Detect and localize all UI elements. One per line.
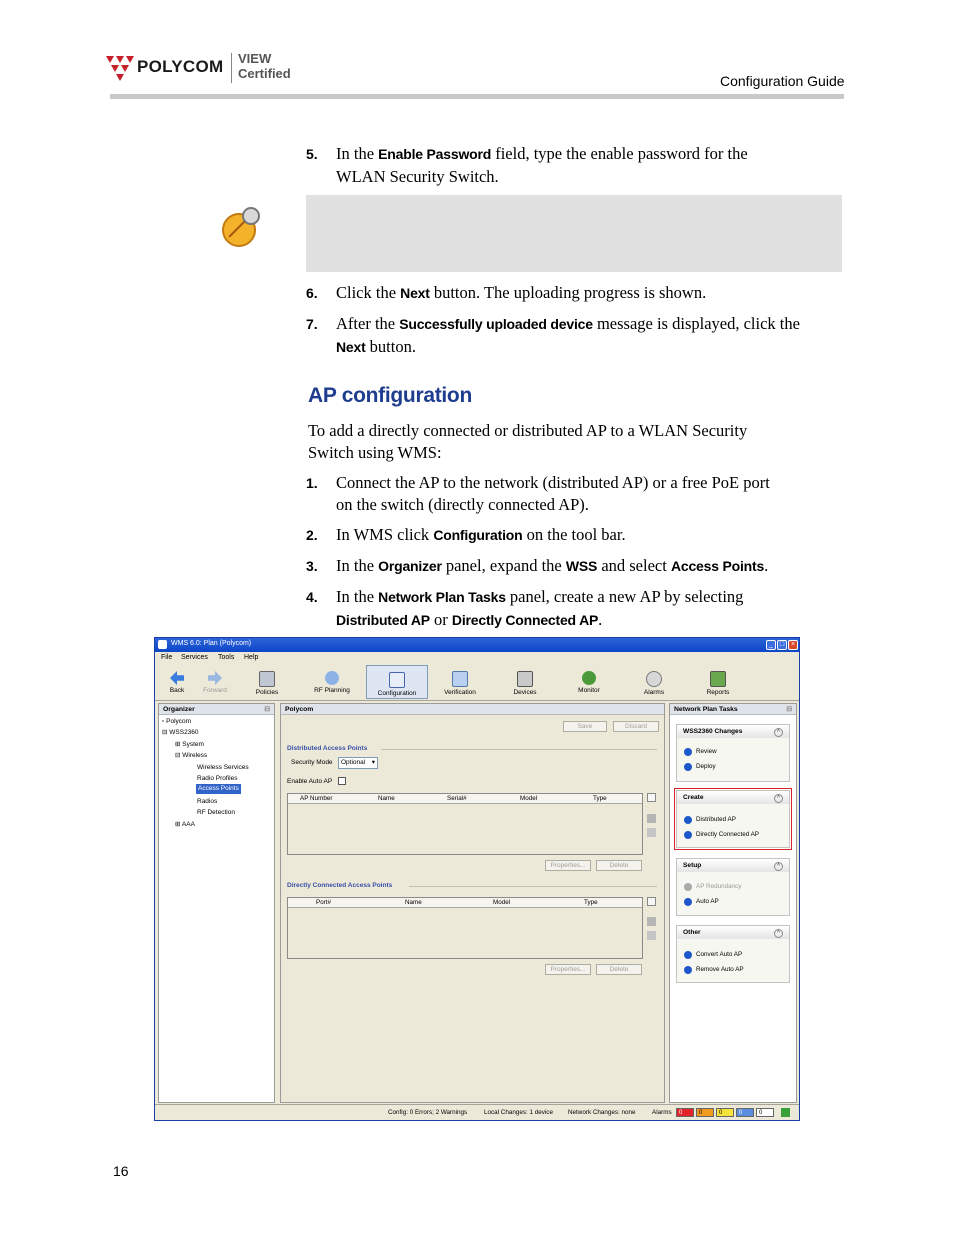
column-header[interactable]: Type [584, 899, 598, 906]
tool-label: Forward [203, 687, 227, 694]
arrow-circle-icon [684, 816, 692, 824]
reports-icon [710, 671, 726, 687]
step-number: 3. [306, 558, 318, 574]
task-group-header[interactable] [677, 859, 789, 872]
text: In the [336, 556, 379, 575]
delete-button[interactable]: Delete [596, 964, 642, 975]
group-rule [409, 886, 657, 887]
text: Switch using WMS: [308, 442, 442, 462]
ui-term: Next [400, 285, 430, 301]
tasks-header [670, 704, 796, 715]
connection-icon [781, 1108, 790, 1117]
tree-label: Radio Profiles [197, 775, 238, 782]
text: panel, create a new AP by selecting [505, 587, 744, 606]
toolbar-configuration[interactable] [366, 665, 428, 699]
column-header[interactable]: Model [493, 899, 511, 906]
status-alarms-label: Alarms [652, 1109, 672, 1116]
arrow-circle-icon [684, 831, 692, 839]
step-number: 4. [306, 589, 318, 605]
tasks-panel [669, 703, 797, 1103]
menu-services[interactable]: Services [181, 654, 208, 661]
tree-radio-profiles[interactable] [197, 773, 237, 784]
text: To add a directly connected or distributed AP to a WLAN Security [308, 421, 748, 440]
direct-group-title: Directly Connected Access Points [287, 882, 393, 889]
enable-auto-ap-checkbox[interactable] [338, 777, 346, 785]
tool-label: Alarms [643, 689, 665, 696]
step-number: 2. [306, 527, 318, 543]
table-header [288, 794, 642, 804]
verification-icon [452, 671, 468, 687]
security-mode-label: Security Mode [291, 759, 333, 766]
paste-icon[interactable] [647, 931, 656, 940]
task-group-other [676, 925, 790, 983]
arrow-circle-icon [684, 883, 692, 891]
task-group-changes [676, 724, 790, 782]
select-value: Optional [341, 759, 366, 766]
tree-access-points[interactable] [196, 784, 241, 794]
tree-label: System [182, 741, 204, 748]
task-distributed-ap[interactable] [677, 812, 789, 827]
delete-button[interactable]: Delete [596, 860, 642, 871]
step-1-text [336, 472, 851, 515]
forward-arrow-icon [208, 671, 222, 685]
toolbar-reports[interactable] [689, 665, 747, 699]
tool-label: Monitor [578, 687, 600, 694]
organizer-panel [158, 703, 275, 1103]
menu-help[interactable]: Help [244, 654, 259, 661]
logo-certified: Certified [238, 66, 291, 81]
text: WLAN Security Switch. [336, 166, 499, 186]
tree-wireless[interactable]: ⊟ Wireless [175, 752, 208, 759]
distributed-group-title: Distributed Access Points [287, 745, 368, 752]
step-1 [306, 472, 318, 495]
step-number: 1. [306, 475, 318, 491]
collapse-icon[interactable]: ^ [774, 794, 783, 803]
collapse-icon[interactable]: ^ [774, 862, 783, 871]
window-title: WMS 6.0: Plan (Polycom) [171, 640, 252, 647]
toolbar-rf-planning[interactable] [303, 665, 361, 699]
step-3 [306, 555, 318, 578]
text: Click the [336, 283, 401, 302]
alarms-icon [646, 671, 662, 687]
text: . [764, 556, 769, 575]
text: message is displayed, click the [592, 314, 800, 333]
menubar [155, 652, 799, 664]
logo-divider [231, 53, 232, 83]
column-header[interactable]: Port# [316, 899, 332, 906]
polycom-logo-icon [104, 50, 136, 86]
tool-label: Devices [513, 689, 537, 696]
ui-term: WSS [565, 558, 598, 574]
properties-button[interactable]: Properties... [545, 964, 591, 975]
step-5 [306, 143, 318, 166]
group-title: Create [683, 794, 704, 801]
task-review[interactable] [677, 744, 789, 759]
ui-term: Distributed AP [336, 611, 430, 628]
tree-label: Wireless Services [197, 764, 249, 771]
page-number: 16 [113, 1163, 129, 1179]
copy-icon[interactable] [647, 814, 656, 823]
task-group-setup [676, 858, 790, 916]
ui-term: Directly Connected AP [451, 611, 599, 628]
task-label: Distributed AP [696, 816, 736, 823]
center-panel [280, 703, 665, 1103]
monitor-icon [582, 671, 596, 685]
tree-label: WSS2360 [169, 729, 199, 736]
pin-icon[interactable]: ⊟ [786, 706, 792, 713]
tree-system[interactable]: ⊞ System [175, 741, 204, 748]
logo-view: VIEW [238, 51, 272, 66]
maximize-icon[interactable]: □ [777, 640, 787, 650]
table-header [288, 898, 642, 908]
panel-title: Polycom [285, 706, 314, 713]
direct-ap-table [287, 897, 643, 959]
configuration-icon [389, 672, 405, 688]
ui-term: Network Plan Tasks [378, 589, 506, 605]
status-config: Config: 0 Errors; 2 Warnings [388, 1109, 468, 1116]
arrow-circle-icon [684, 966, 692, 974]
task-group-header[interactable] [677, 926, 789, 939]
policies-icon [259, 671, 275, 687]
center-header [281, 704, 664, 715]
step-6 [306, 282, 318, 305]
task-group-header[interactable] [677, 725, 789, 738]
distributed-ap-table [287, 793, 643, 855]
tool-label: Reports [706, 689, 730, 696]
text: button. [365, 336, 416, 356]
tool-label: Configuration [377, 690, 417, 697]
step-3-text [336, 555, 851, 578]
task-auto-ap[interactable] [677, 894, 789, 909]
task-label: Deploy [696, 763, 716, 770]
ui-term: Next [336, 338, 366, 355]
task-ap-redundancy[interactable] [677, 879, 789, 894]
paste-icon[interactable] [647, 828, 656, 837]
copy-icon[interactable] [647, 917, 656, 926]
toolbar-forward[interactable] [186, 665, 244, 699]
column-header[interactable]: Serial# [447, 795, 467, 802]
step-4-text [336, 586, 851, 631]
app-icon [158, 640, 167, 649]
group-title: Other [683, 929, 701, 936]
section-title: AP configuration [308, 384, 472, 407]
text: button. The uploading progress is shown. [429, 283, 707, 302]
rf-planning-icon [325, 671, 339, 685]
step-2-text [336, 524, 851, 547]
task-deploy[interactable] [677, 759, 789, 774]
organizer-header [159, 704, 274, 715]
menu-tools[interactable]: Tools [218, 654, 235, 661]
tool-label: Policies [255, 689, 279, 696]
tree-wss2360[interactable]: ⊟ WSS2360 [162, 729, 199, 736]
alarm-major[interactable]: 0 [696, 1108, 714, 1117]
task-label: Convert Auto AP [696, 951, 743, 958]
pushpin-note-icon [219, 203, 265, 249]
chevron-down-icon: ▾ [371, 759, 375, 766]
step-number: 6. [306, 285, 318, 301]
step-4 [306, 586, 318, 609]
text: panel, expand the [441, 556, 566, 575]
tree-label: Wireless [182, 752, 208, 759]
toolbar [155, 664, 799, 701]
status-bar [155, 1104, 799, 1121]
column-header[interactable]: Type [593, 795, 607, 802]
panel-title: Network Plan Tasks [674, 706, 738, 713]
tree-aaa[interactable]: ⊞ AAA [175, 821, 195, 828]
tool-label: RF Planning [314, 687, 350, 694]
text: on the tool bar. [522, 525, 626, 544]
task-convert-auto-ap[interactable] [677, 947, 789, 962]
wms-screenshot [154, 637, 800, 1121]
step-6-text [336, 282, 846, 305]
step-5-text [336, 143, 846, 187]
tree-label: Radios [197, 798, 218, 805]
alarm-critical[interactable]: 0 [676, 1108, 694, 1117]
alarm-info[interactable]: 0 [736, 1108, 754, 1117]
column-header[interactable]: AP Number [300, 795, 333, 802]
task-remove-auto-ap[interactable] [677, 962, 789, 977]
add-row-icon[interactable] [647, 793, 656, 802]
note-box [306, 195, 842, 272]
devices-icon [517, 671, 533, 687]
task-label: Remove Auto AP [696, 966, 744, 973]
step-7 [306, 313, 318, 336]
text: After the [336, 314, 400, 333]
text: and select [597, 556, 671, 575]
arrow-circle-icon [684, 951, 692, 959]
section-intro [308, 420, 848, 463]
arrow-circle-icon [684, 748, 692, 756]
task-label: AP Redundancy [696, 883, 742, 890]
ui-term: Access Points [670, 558, 765, 574]
ui-term: Organizer [378, 558, 442, 574]
discard-button[interactable]: Discard [613, 721, 659, 732]
security-mode-select[interactable] [338, 757, 378, 769]
minimize-icon[interactable]: _ [766, 640, 776, 650]
logo-wordmark: POLYCOM [137, 57, 224, 76]
task-label: Review [696, 748, 717, 755]
text: field, type the enable password for the [491, 144, 748, 163]
properties-button[interactable]: Properties... [545, 860, 591, 871]
tree-label: Access Points [198, 785, 239, 792]
collapse-icon[interactable]: ^ [774, 929, 783, 938]
ui-term: Configuration [433, 527, 523, 543]
toolbar-alarms[interactable] [625, 665, 683, 699]
status-local-changes: Local Changes: 1 device [484, 1109, 553, 1116]
column-header[interactable]: Name [378, 795, 395, 802]
text: Connect the AP to the network (distributed AP) or a free PoE port [336, 473, 770, 492]
close-icon[interactable]: × [788, 640, 798, 650]
task-label: Directly Connected AP [696, 831, 759, 838]
text: In WMS click [336, 525, 434, 544]
text: In the [336, 144, 379, 163]
task-group-header[interactable] [677, 791, 789, 804]
tree-label: RF Detection [197, 809, 235, 816]
header-rule [110, 94, 844, 99]
guide-title: Configuration Guide [720, 73, 845, 89]
tree-rf-detection[interactable] [197, 807, 235, 818]
tree-radios[interactable] [197, 796, 217, 807]
back-arrow-icon [170, 671, 184, 685]
text: on the switch (directly connected AP). [336, 494, 589, 514]
text: In the [336, 587, 379, 606]
step-7-text [336, 313, 851, 358]
pin-icon[interactable]: ⊟ [264, 706, 270, 713]
alarm-other[interactable]: 0 [756, 1108, 774, 1117]
window-titlebar [155, 638, 799, 652]
tree-wireless-services[interactable] [197, 762, 249, 773]
step-number: 5. [306, 146, 318, 162]
step-number: 7. [306, 316, 318, 332]
column-header[interactable]: Model [520, 795, 538, 802]
ui-term: Enable Password [378, 146, 492, 162]
text: or [429, 609, 452, 629]
task-label: Auto AP [696, 898, 719, 905]
add-row-icon[interactable] [647, 897, 656, 906]
task-directly-connected-ap[interactable] [677, 827, 789, 842]
save-button[interactable]: Save [563, 721, 607, 732]
arrow-circle-icon [684, 763, 692, 771]
column-header[interactable]: Name [405, 899, 422, 906]
tree-label: AAA [181, 821, 195, 828]
task-group-create [676, 790, 790, 848]
tool-label: Verification [444, 689, 476, 696]
group-title: Setup [683, 862, 702, 869]
arrow-circle-icon [684, 898, 692, 906]
ui-term: Successfully uploaded device [399, 316, 593, 332]
tree-polycom[interactable]: ▫ Polycom [162, 718, 192, 725]
toolbar-devices[interactable] [496, 665, 554, 699]
tool-label: Back [169, 687, 185, 694]
toolbar-verification[interactable] [431, 665, 489, 699]
menu-file[interactable]: File [161, 654, 173, 661]
group-rule [381, 749, 657, 750]
toolbar-policies[interactable] [238, 665, 296, 699]
enable-auto-ap-label: Enable Auto AP [287, 778, 333, 785]
group-title: WSS2360 Changes [683, 728, 743, 735]
collapse-icon[interactable]: ^ [774, 728, 783, 737]
panel-title: Organizer [163, 706, 195, 713]
status-network-changes: Network Changes: none [568, 1109, 636, 1116]
step-2 [306, 524, 318, 547]
toolbar-monitor[interactable] [560, 665, 618, 699]
tree-label: Polycom [166, 718, 192, 725]
text: . [598, 609, 603, 629]
alarm-minor[interactable]: 0 [716, 1108, 734, 1117]
